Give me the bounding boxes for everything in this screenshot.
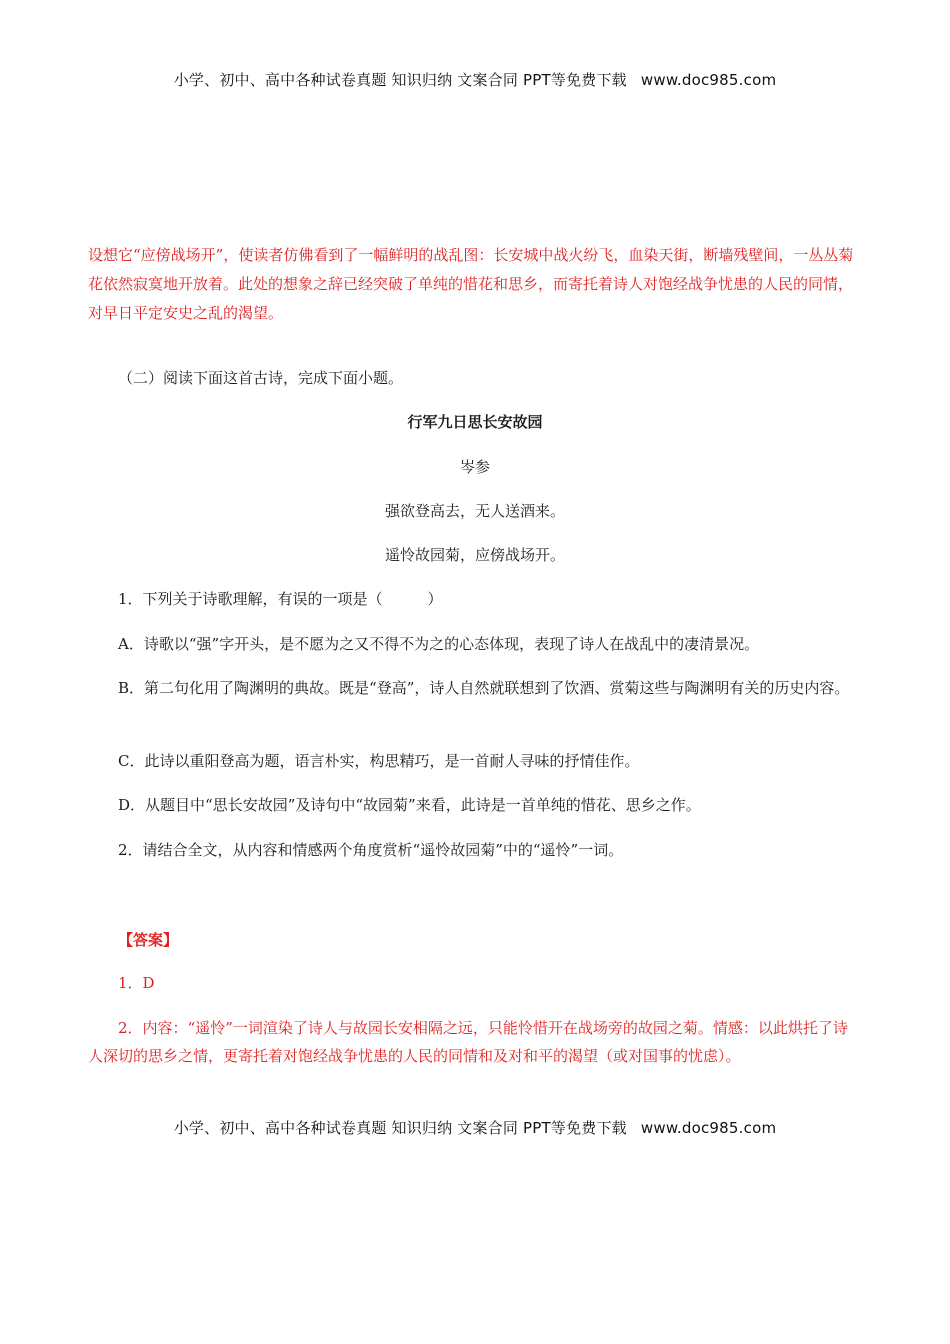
option-d: D．从题目中“思长安故园”及诗句中“故园菊”来看，此诗是一首单纯的惜花、思乡之作。 xyxy=(118,796,701,814)
answer-1: 1．D xyxy=(118,974,155,992)
poem-title: 行军九日思长安故园 xyxy=(407,413,543,431)
footer-url[interactable]: www.doc985.com xyxy=(640,1119,777,1137)
poem-author: 岑参 xyxy=(459,458,490,476)
option-c: C．此诗以重阳登高为题，语言朴实，构思精巧，是一首耐人寻味的抒情佳作。 xyxy=(118,752,640,770)
page-footer xyxy=(0,1117,950,1138)
option-b: B．第二句化用了陶渊明的典故。既是“登高”，诗人自然就联想到了饮酒、赏菊这些与陶渊明有关的历史内容。 xyxy=(118,679,850,697)
analysis-paragraph: 设想它“应傍战场开”，使读者仿佛看到了一幅鲜明的战乱图：长安城中战火纷飞，血染天街，断墙残壁间，一丛丛菊花依然寂寞地开放着。此处的想象之辞已经突破了单纯的惜花和思乡，而寄托着诗人对饱经战争忧患的人民的同情，对早日平定安史之乱的渴望。 xyxy=(88,246,854,322)
footer-text: 小学、初中、高中各种试卷真题 知识归纳 文案合同 PPT等免费下载 xyxy=(173,1119,627,1137)
section-title: （二）阅读下面这首古诗，完成下面小题。 xyxy=(118,369,404,387)
header-url[interactable]: www.doc985.com xyxy=(640,71,777,89)
question-2: 2．请结合全文，从内容和情感两个角度赏析“遥怜故园菊”中的“遥怜”一词。 xyxy=(118,841,624,859)
answer-2: 2．内容：“遥怜”一词渲染了诗人与故园长安相隔之远，只能怜惜开在战场旁的故园之菊。情感：以此烘托了诗人深切的思乡之情，更寄托着对饱经战争忧患的人民的同情和及对和平的渴望（或对国事的忧虑）。 xyxy=(88,1019,848,1065)
option-a: A．诗歌以“强”字开头，是不愿为之又不得不为之的心态体现，表现了诗人在战乱中的凄清景况。 xyxy=(118,635,760,653)
answer-heading: 【答案】 xyxy=(118,931,179,949)
header-text: 小学、初中、高中各种试卷真题 知识归纳 文案合同 PPT等免费下载 xyxy=(173,71,627,89)
poem-line: 遥怜故园菊，应傍战场开。 xyxy=(384,546,565,564)
poem-line: 强欲登高去，无人送酒来。 xyxy=(384,502,565,520)
question-1: 1．下列关于诗歌理解，有误的一项是（ ） xyxy=(118,590,443,608)
page-header xyxy=(0,69,950,90)
